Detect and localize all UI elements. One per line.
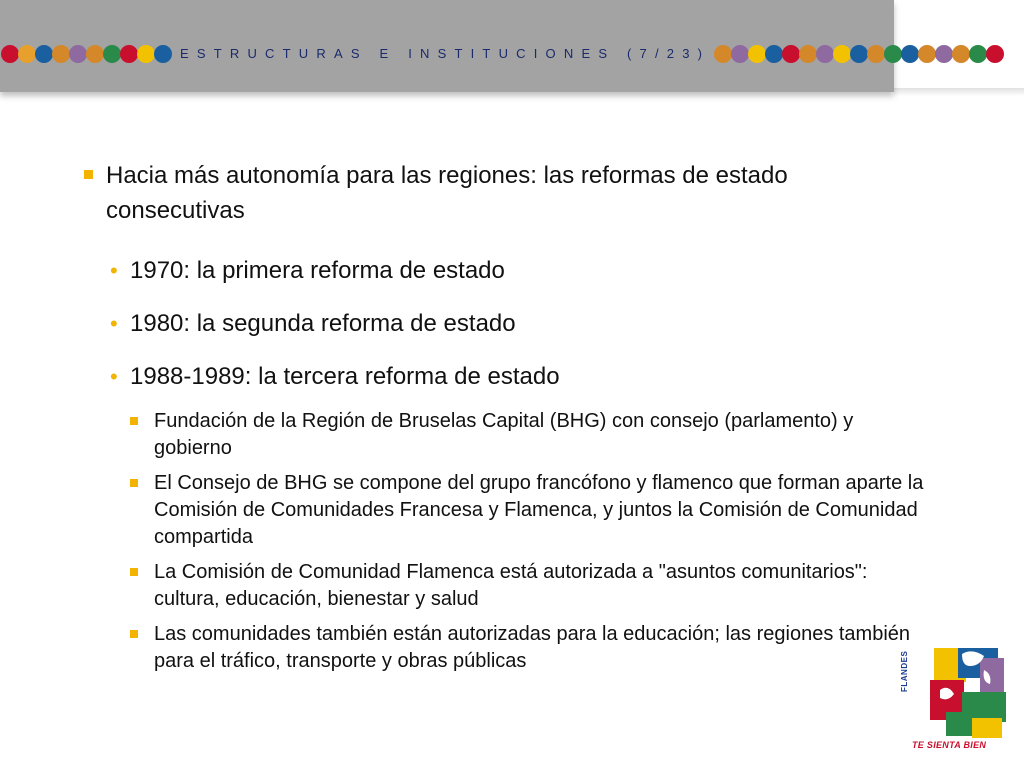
logo-caption: TE SIENTA BIEN: [912, 740, 987, 750]
logo-vertical-text: FLANDES: [900, 650, 909, 692]
bullet-level3: [130, 621, 930, 675]
bullet-level2: [110, 309, 910, 339]
bullet-text: La Comisión de Comunidad Flamenca está autorizada a "asuntos comunitarios": cultura, educación, bienestar y salud: [154, 561, 868, 610]
dot-bullet-icon: •: [110, 364, 118, 389]
bullet-text: Las comunidades también están autorizadas para la educación; las regiones también para el tráfico, transporte y obras públicas: [154, 623, 911, 672]
bullet-level3: [130, 408, 930, 462]
dot-bullet-icon: •: [110, 311, 118, 336]
square-bullet-icon: [84, 170, 93, 179]
bullet-text: 1980: la segunda reforma de estado: [130, 310, 516, 337]
bullet-level2: [110, 362, 910, 392]
bullet-text: Hacia más autonomía para las regiones: las reformas de estado consecutivas: [106, 162, 788, 224]
square-bullet-icon: [130, 417, 138, 425]
bullet-level3: [130, 470, 930, 551]
square-bullet-icon: [130, 568, 138, 576]
bullet-level3: [130, 559, 930, 613]
bullet-text: Fundación de la Región de Bruselas Capital (BHG) con consejo (parlamento) y gobierno: [154, 410, 854, 459]
bullet-level2: [110, 256, 910, 286]
slide-title: ESTRUCTURAS E INSTITUCIONES (7/23): [180, 46, 711, 61]
bullet-text: 1970: la primera reforma de estado: [130, 257, 505, 284]
bullet-text: 1988-1989: la tercera reforma de estado: [130, 363, 560, 390]
dot-bullet-icon: •: [110, 258, 118, 283]
bullet-level1: [84, 158, 924, 228]
bullet-text: El Consejo de BHG se compone del grupo francófono y flamenco que forman aparte la Comisión de Comunidades Francesa y Flamenca, y juntos la Comisión de Comunidad compartida: [154, 472, 924, 548]
square-bullet-icon: [130, 479, 138, 487]
square-bullet-icon: [130, 630, 138, 638]
